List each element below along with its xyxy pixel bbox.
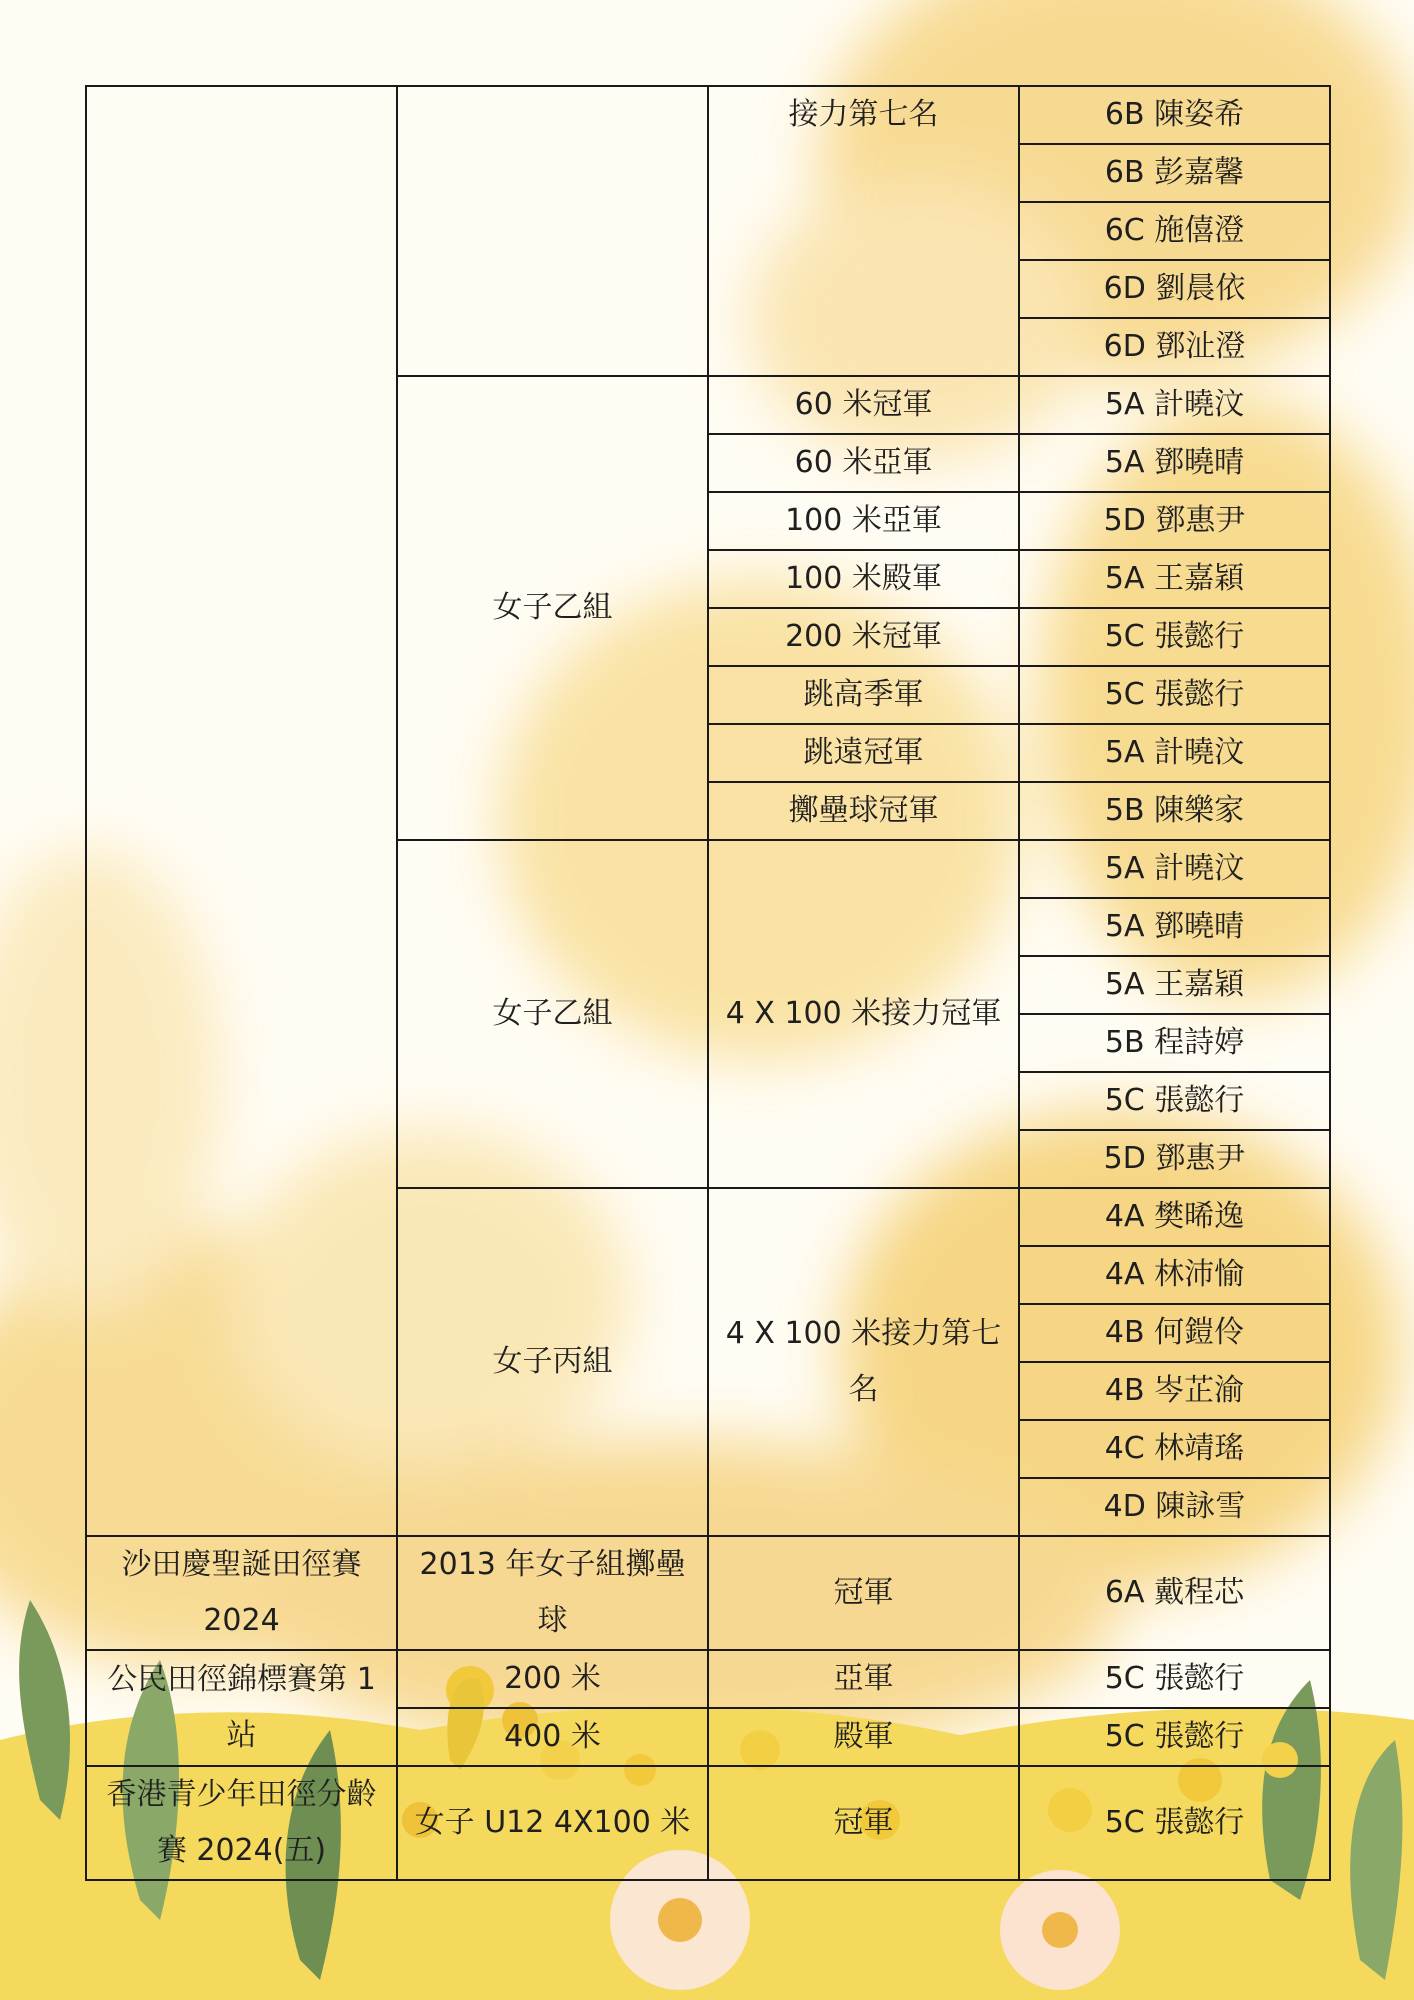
student-name: 5C 張懿行 bbox=[1019, 1708, 1330, 1766]
event-cell: 100 米殿軍 bbox=[708, 550, 1019, 608]
awards-table bbox=[85, 85, 1331, 1881]
category-cell: 女子 U12 4X100 米 bbox=[397, 1766, 708, 1880]
student-name: 4C 林靖瑤 bbox=[1019, 1420, 1330, 1478]
award-cell: 冠軍 bbox=[708, 1536, 1019, 1650]
event-cell: 100 米亞軍 bbox=[708, 492, 1019, 550]
table-row bbox=[86, 1766, 1330, 1880]
event-cell: 跳遠冠軍 bbox=[708, 724, 1019, 782]
competition-cell: 公民田徑錦標賽第 1 站 bbox=[86, 1650, 397, 1766]
group-cell: 女子乙組 bbox=[397, 840, 708, 1188]
group-cell: 女子丙組 bbox=[397, 1188, 708, 1536]
category-cell: 2013 年女子組擲壘球 bbox=[397, 1536, 708, 1650]
student-name: 5C 張懿行 bbox=[1019, 666, 1330, 724]
student-name: 5A 鄧曉晴 bbox=[1019, 434, 1330, 492]
student-name: 6C 施僖澄 bbox=[1019, 202, 1330, 260]
event-cell: 60 米冠軍 bbox=[708, 376, 1019, 434]
student-name: 6A 戴程芯 bbox=[1019, 1536, 1330, 1650]
category-cell: 400 米 bbox=[397, 1708, 708, 1766]
student-name: 5A 計曉汶 bbox=[1019, 840, 1330, 898]
student-name: 6D 劉晨依 bbox=[1019, 260, 1330, 318]
event-cell: 接力第七名 bbox=[708, 86, 1019, 376]
student-name: 5A 王嘉穎 bbox=[1019, 550, 1330, 608]
competition-cell: 沙田慶聖誕田徑賽 2024 bbox=[86, 1536, 397, 1650]
student-name: 5C 張懿行 bbox=[1019, 1650, 1330, 1708]
student-name: 4A 林沛愉 bbox=[1019, 1246, 1330, 1304]
award-cell: 冠軍 bbox=[708, 1766, 1019, 1880]
event-cell: 60 米亞軍 bbox=[708, 434, 1019, 492]
event-cell: 擲壘球冠軍 bbox=[708, 782, 1019, 840]
event-cell: 跳高季軍 bbox=[708, 666, 1019, 724]
group-cell: 女子乙組 bbox=[397, 376, 708, 840]
table-row bbox=[86, 86, 1330, 144]
student-name: 4D 陳詠雪 bbox=[1019, 1478, 1330, 1536]
student-name: 4A 樊晞逸 bbox=[1019, 1188, 1330, 1246]
student-name: 5A 計曉汶 bbox=[1019, 724, 1330, 782]
table-row bbox=[86, 1650, 1330, 1708]
competition-cell: 香港青少年田徑分齡賽 2024(五) bbox=[86, 1766, 397, 1880]
student-name: 6D 鄧沚澄 bbox=[1019, 318, 1330, 376]
student-name: 5D 鄧惠尹 bbox=[1019, 492, 1330, 550]
student-name: 6B 陳姿希 bbox=[1019, 86, 1330, 144]
event-cell: 4 X 100 米接力冠軍 bbox=[708, 840, 1019, 1188]
student-name: 5C 張懿行 bbox=[1019, 1072, 1330, 1130]
event-cell: 200 米冠軍 bbox=[708, 608, 1019, 666]
student-name: 5B 程詩婷 bbox=[1019, 1014, 1330, 1072]
student-name: 4B 何鎧伶 bbox=[1019, 1304, 1330, 1362]
group-cell-continued bbox=[397, 86, 708, 376]
student-name: 5A 王嘉穎 bbox=[1019, 956, 1330, 1014]
table-row bbox=[86, 1536, 1330, 1650]
event-cell: 4 X 100 米接力第七名 bbox=[708, 1188, 1019, 1536]
student-name: 4B 岑芷渝 bbox=[1019, 1362, 1330, 1420]
student-name: 5C 張懿行 bbox=[1019, 1766, 1330, 1880]
student-name: 5A 計曉汶 bbox=[1019, 376, 1330, 434]
award-cell: 亞軍 bbox=[708, 1650, 1019, 1708]
student-name: 5D 鄧惠尹 bbox=[1019, 1130, 1330, 1188]
student-name: 5B 陳樂家 bbox=[1019, 782, 1330, 840]
category-cell: 200 米 bbox=[397, 1650, 708, 1708]
student-name: 5C 張懿行 bbox=[1019, 608, 1330, 666]
award-cell: 殿軍 bbox=[708, 1708, 1019, 1766]
competition-cell-continued bbox=[86, 86, 397, 1536]
student-name: 5A 鄧曉晴 bbox=[1019, 898, 1330, 956]
student-name: 6B 彭嘉馨 bbox=[1019, 144, 1330, 202]
